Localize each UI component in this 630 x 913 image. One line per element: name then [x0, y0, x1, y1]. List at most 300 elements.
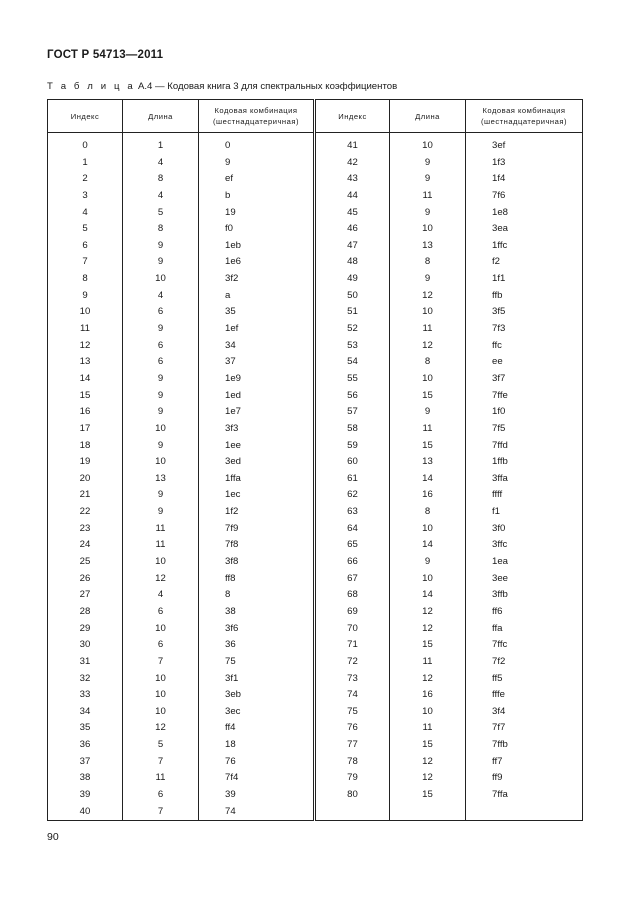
cell-length: 4 — [123, 587, 199, 604]
cell-code: ffc — [466, 338, 583, 355]
cell-length: 12 — [390, 754, 466, 771]
cell-length: 9 — [123, 388, 199, 405]
cell-code: 0 — [199, 133, 315, 155]
cell-index: 47 — [315, 238, 390, 255]
cell-length: 9 — [390, 205, 466, 222]
table-row — [48, 604, 583, 621]
cell-code: f1 — [466, 504, 583, 521]
cell-index: 57 — [315, 404, 390, 421]
cell-code: 37 — [199, 354, 315, 371]
cell-index: 17 — [48, 421, 123, 438]
cell-code: 75 — [199, 654, 315, 671]
cell-index: 16 — [48, 404, 123, 421]
cell-length: 12 — [390, 288, 466, 305]
cell-index: 50 — [315, 288, 390, 305]
cell-length: 9 — [123, 321, 199, 338]
cell-index: 49 — [315, 271, 390, 288]
cell-index: 51 — [315, 304, 390, 321]
cell-index: 44 — [315, 188, 390, 205]
cell-code: 3ffb — [466, 587, 583, 604]
table-row — [48, 554, 583, 571]
cell-length: 13 — [390, 238, 466, 255]
cell-code: 3f0 — [466, 521, 583, 538]
header-index: Индекс — [48, 100, 123, 133]
cell-code: 3ffa — [466, 471, 583, 488]
cell-index — [315, 804, 390, 821]
cell-code — [466, 804, 583, 821]
cell-index: 4 — [48, 205, 123, 222]
table-row — [48, 754, 583, 771]
cell-length: 9 — [123, 404, 199, 421]
cell-index: 36 — [48, 737, 123, 754]
cell-length: 10 — [390, 133, 466, 155]
cell-index: 61 — [315, 471, 390, 488]
cell-index: 39 — [48, 787, 123, 804]
cell-length: 9 — [123, 254, 199, 271]
cell-code: 8 — [199, 587, 315, 604]
cell-index: 29 — [48, 621, 123, 638]
cell-code: 3ee — [466, 571, 583, 588]
cell-length: 4 — [123, 188, 199, 205]
cell-code: 34 — [199, 338, 315, 355]
cell-length: 1 — [123, 133, 199, 155]
cell-length: 14 — [390, 537, 466, 554]
cell-code: 3f6 — [199, 621, 315, 638]
cell-length: 9 — [123, 238, 199, 255]
table-row — [48, 388, 583, 405]
cell-index: 77 — [315, 737, 390, 754]
cell-index: 43 — [315, 171, 390, 188]
cell-length: 12 — [123, 571, 199, 588]
table-row — [48, 271, 583, 288]
cell-index: 40 — [48, 804, 123, 821]
cell-code: 1ec — [199, 487, 315, 504]
cell-length: 10 — [123, 704, 199, 721]
cell-length: 10 — [390, 221, 466, 238]
cell-code: 3f2 — [199, 271, 315, 288]
header-code: Кодовая комбинация (шестнадцатеричная) — [466, 100, 583, 133]
cell-code: 3ea — [466, 221, 583, 238]
cell-index: 25 — [48, 554, 123, 571]
table-row — [48, 454, 583, 471]
cell-code: ee — [466, 354, 583, 371]
cell-length: 15 — [390, 388, 466, 405]
cell-length: 7 — [123, 754, 199, 771]
cell-index: 33 — [48, 687, 123, 704]
table-header-row — [48, 100, 583, 133]
cell-length: 10 — [390, 371, 466, 388]
cell-code: 3f8 — [199, 554, 315, 571]
table-row — [48, 254, 583, 271]
cell-length: 15 — [390, 637, 466, 654]
cell-index: 21 — [48, 487, 123, 504]
table-row — [48, 438, 583, 455]
cell-length: 9 — [390, 271, 466, 288]
cell-index: 54 — [315, 354, 390, 371]
table-row — [48, 587, 583, 604]
cell-code: 1ed — [199, 388, 315, 405]
table-row — [48, 354, 583, 371]
cell-length: 6 — [123, 338, 199, 355]
cell-length: 10 — [123, 621, 199, 638]
cell-code: 1ea — [466, 554, 583, 571]
cell-code: ff7 — [466, 754, 583, 771]
cell-length: 10 — [123, 421, 199, 438]
cell-length: 11 — [123, 770, 199, 787]
cell-length: 12 — [123, 720, 199, 737]
cell-index: 22 — [48, 504, 123, 521]
cell-length: 11 — [390, 720, 466, 737]
cell-index: 1 — [48, 155, 123, 172]
document-id: ГОСТ Р 54713—2011 — [47, 49, 164, 61]
cell-index: 3 — [48, 188, 123, 205]
cell-index: 60 — [315, 454, 390, 471]
cell-code: ff9 — [466, 770, 583, 787]
cell-code: 3ffc — [466, 537, 583, 554]
caption-number: А.4 — [137, 81, 153, 92]
table-row — [48, 338, 583, 355]
cell-index: 18 — [48, 438, 123, 455]
table-row — [48, 155, 583, 172]
cell-index: 78 — [315, 754, 390, 771]
cell-code: 3f5 — [466, 304, 583, 321]
cell-code: ff8 — [199, 571, 315, 588]
table-row — [48, 321, 583, 338]
cell-length: 11 — [390, 654, 466, 671]
table-row — [48, 571, 583, 588]
cell-index: 72 — [315, 654, 390, 671]
cell-length: 11 — [390, 188, 466, 205]
cell-code: ff4 — [199, 720, 315, 737]
table-row — [48, 787, 583, 804]
cell-index: 8 — [48, 271, 123, 288]
cell-code: 1eb — [199, 238, 315, 255]
table-row — [48, 371, 583, 388]
cell-index: 67 — [315, 571, 390, 588]
cell-index: 62 — [315, 487, 390, 504]
table-row — [48, 687, 583, 704]
cell-index: 46 — [315, 221, 390, 238]
cell-index: 48 — [315, 254, 390, 271]
table-row — [48, 737, 583, 754]
cell-code: 1f2 — [199, 504, 315, 521]
table-row — [48, 238, 583, 255]
cell-length: 7 — [123, 804, 199, 821]
cell-length: 8 — [123, 171, 199, 188]
cell-index: 27 — [48, 587, 123, 604]
cell-index: 24 — [48, 537, 123, 554]
cell-index: 45 — [315, 205, 390, 222]
cell-length: 9 — [390, 404, 466, 421]
cell-length: 8 — [390, 254, 466, 271]
cell-code: 1e6 — [199, 254, 315, 271]
cell-index: 69 — [315, 604, 390, 621]
page-number: 90 — [47, 831, 59, 843]
cell-index: 35 — [48, 720, 123, 737]
cell-index: 64 — [315, 521, 390, 538]
cell-index: 28 — [48, 604, 123, 621]
cell-code: 7f8 — [199, 537, 315, 554]
cell-index: 42 — [315, 155, 390, 172]
cell-code: a — [199, 288, 315, 305]
cell-length: 15 — [390, 438, 466, 455]
cell-code: 3f1 — [199, 671, 315, 688]
cell-index: 52 — [315, 321, 390, 338]
cell-code: 3f4 — [466, 704, 583, 721]
cell-code: 7f4 — [199, 770, 315, 787]
cell-code: 35 — [199, 304, 315, 321]
cell-code: 76 — [199, 754, 315, 771]
cell-index: 63 — [315, 504, 390, 521]
cell-code: ff6 — [466, 604, 583, 621]
cell-length: 7 — [123, 654, 199, 671]
cell-length: 6 — [123, 354, 199, 371]
cell-code: 7f2 — [466, 654, 583, 671]
cell-code: 7f5 — [466, 421, 583, 438]
cell-index: 31 — [48, 654, 123, 671]
cell-code: 7f3 — [466, 321, 583, 338]
cell-code: 39 — [199, 787, 315, 804]
cell-index: 23 — [48, 521, 123, 538]
cell-length: 11 — [123, 521, 199, 538]
cell-code: 19 — [199, 205, 315, 222]
cell-length: 9 — [390, 155, 466, 172]
cell-index: 12 — [48, 338, 123, 355]
cell-index: 11 — [48, 321, 123, 338]
cell-code: 1ffb — [466, 454, 583, 471]
cell-length: 10 — [390, 704, 466, 721]
cell-code: fffe — [466, 687, 583, 704]
table-row — [48, 770, 583, 787]
table-row — [48, 471, 583, 488]
cell-length: 10 — [123, 554, 199, 571]
cell-length: 12 — [390, 338, 466, 355]
table-row — [48, 288, 583, 305]
cell-code: 3f3 — [199, 421, 315, 438]
cell-length: 6 — [123, 304, 199, 321]
cell-index: 32 — [48, 671, 123, 688]
cell-code: ef — [199, 171, 315, 188]
cell-length: 10 — [390, 521, 466, 538]
cell-code: 1f4 — [466, 171, 583, 188]
cell-length: 14 — [390, 471, 466, 488]
cell-index: 59 — [315, 438, 390, 455]
cell-index: 74 — [315, 687, 390, 704]
cell-length: 12 — [390, 604, 466, 621]
cell-index: 56 — [315, 388, 390, 405]
cell-length: 5 — [123, 205, 199, 222]
cell-length: 12 — [390, 770, 466, 787]
cell-length: 8 — [390, 354, 466, 371]
cell-code: f0 — [199, 221, 315, 238]
cell-length: 15 — [390, 737, 466, 754]
table-row — [48, 521, 583, 538]
table-row — [48, 404, 583, 421]
cell-code: 7ffd — [466, 438, 583, 455]
cell-length: 5 — [123, 737, 199, 754]
header-length: Длина — [390, 100, 466, 133]
cell-code: ffb — [466, 288, 583, 305]
table-row — [48, 621, 583, 638]
cell-code: 7f9 — [199, 521, 315, 538]
cell-code: 1ffa — [199, 471, 315, 488]
cell-length: 13 — [123, 471, 199, 488]
cell-index: 14 — [48, 371, 123, 388]
header-code: Кодовая комбинация (шестнадцатеричная) — [199, 100, 315, 133]
cell-length: 4 — [123, 288, 199, 305]
cell-index: 6 — [48, 238, 123, 255]
cell-index: 0 — [48, 133, 123, 155]
cell-code: 3ef — [466, 133, 583, 155]
cell-index: 7 — [48, 254, 123, 271]
cell-length: 16 — [390, 487, 466, 504]
cell-length — [390, 804, 466, 821]
cell-index: 55 — [315, 371, 390, 388]
cell-code: 3ed — [199, 454, 315, 471]
cell-code: ffff — [466, 487, 583, 504]
cell-index: 79 — [315, 770, 390, 787]
table-row — [48, 487, 583, 504]
cell-index: 30 — [48, 637, 123, 654]
cell-length: 6 — [123, 604, 199, 621]
cell-index: 34 — [48, 704, 123, 721]
cell-code: 9 — [199, 155, 315, 172]
table-row — [48, 421, 583, 438]
table-row — [48, 720, 583, 737]
cell-index: 10 — [48, 304, 123, 321]
cell-length: 9 — [123, 438, 199, 455]
cell-code: 3ec — [199, 704, 315, 721]
table-row — [48, 637, 583, 654]
cell-code: b — [199, 188, 315, 205]
table-row — [48, 671, 583, 688]
cell-code: 3f7 — [466, 371, 583, 388]
cell-length: 6 — [123, 637, 199, 654]
cell-length: 9 — [123, 371, 199, 388]
table-row — [48, 304, 583, 321]
cell-code: 1e8 — [466, 205, 583, 222]
cell-index: 76 — [315, 720, 390, 737]
table-row — [48, 704, 583, 721]
cell-index: 71 — [315, 637, 390, 654]
cell-index: 65 — [315, 537, 390, 554]
table-row — [48, 504, 583, 521]
cell-length: 9 — [123, 487, 199, 504]
cell-index: 66 — [315, 554, 390, 571]
cell-code: 7f7 — [466, 720, 583, 737]
cell-index: 73 — [315, 671, 390, 688]
cell-code: 1f1 — [466, 271, 583, 288]
cell-code: 1e9 — [199, 371, 315, 388]
header-index: Индекс — [315, 100, 390, 133]
cell-length: 13 — [390, 454, 466, 471]
cell-index: 75 — [315, 704, 390, 721]
cell-code: 7ffc — [466, 637, 583, 654]
cell-length: 6 — [123, 787, 199, 804]
cell-length: 10 — [123, 454, 199, 471]
cell-index: 9 — [48, 288, 123, 305]
cell-index: 20 — [48, 471, 123, 488]
cell-code: 7f6 — [466, 188, 583, 205]
cell-length: 10 — [390, 304, 466, 321]
table-row — [48, 537, 583, 554]
cell-code: 3eb — [199, 687, 315, 704]
cell-index: 5 — [48, 221, 123, 238]
cell-length: 10 — [123, 271, 199, 288]
table-row — [48, 171, 583, 188]
cell-code: 7ffe — [466, 388, 583, 405]
table-row — [48, 188, 583, 205]
cell-length: 4 — [123, 155, 199, 172]
cell-index: 53 — [315, 338, 390, 355]
cell-index: 26 — [48, 571, 123, 588]
cell-code: 1ffc — [466, 238, 583, 255]
cell-code: 1ef — [199, 321, 315, 338]
cell-index: 58 — [315, 421, 390, 438]
cell-index: 70 — [315, 621, 390, 638]
cell-index: 15 — [48, 388, 123, 405]
cell-length: 8 — [390, 504, 466, 521]
cell-length: 9 — [390, 554, 466, 571]
cell-code: f2 — [466, 254, 583, 271]
cell-index: 38 — [48, 770, 123, 787]
cell-length: 9 — [123, 504, 199, 521]
table-row — [48, 654, 583, 671]
cell-code: 1e7 — [199, 404, 315, 421]
cell-length: 14 — [390, 587, 466, 604]
cell-length: 10 — [123, 687, 199, 704]
cell-code: 74 — [199, 804, 315, 821]
table-row — [48, 205, 583, 222]
cell-index: 68 — [315, 587, 390, 604]
cell-length: 12 — [390, 621, 466, 638]
cell-code: 38 — [199, 604, 315, 621]
cell-index: 13 — [48, 354, 123, 371]
cell-index: 37 — [48, 754, 123, 771]
cell-length: 9 — [390, 171, 466, 188]
cell-code: ff5 — [466, 671, 583, 688]
cell-code: 36 — [199, 637, 315, 654]
caption-title: — Кодовая книга 3 для спектральных коэффициентов — [155, 81, 398, 92]
table-caption — [47, 81, 397, 92]
caption-prefix: Т а б л и ц а — [47, 81, 136, 92]
table-row — [48, 221, 583, 238]
cell-length: 15 — [390, 787, 466, 804]
cell-code: 1f0 — [466, 404, 583, 421]
cell-length: 11 — [123, 537, 199, 554]
cell-index: 2 — [48, 171, 123, 188]
cell-code: 18 — [199, 737, 315, 754]
table-row — [48, 133, 583, 155]
cell-code: 7ffa — [466, 787, 583, 804]
cell-length: 12 — [390, 671, 466, 688]
cell-length: 8 — [123, 221, 199, 238]
cell-length: 11 — [390, 421, 466, 438]
cell-index: 41 — [315, 133, 390, 155]
cell-index: 19 — [48, 454, 123, 471]
cell-length: 11 — [390, 321, 466, 338]
cell-code: ffa — [466, 621, 583, 638]
header-length: Длина — [123, 100, 199, 133]
cell-code: 1ee — [199, 438, 315, 455]
cell-code: 1f3 — [466, 155, 583, 172]
table-row — [48, 804, 583, 821]
cell-index: 80 — [315, 787, 390, 804]
cell-code: 7ffb — [466, 737, 583, 754]
cell-length: 10 — [123, 671, 199, 688]
codebook-table — [47, 99, 583, 821]
cell-length: 10 — [390, 571, 466, 588]
